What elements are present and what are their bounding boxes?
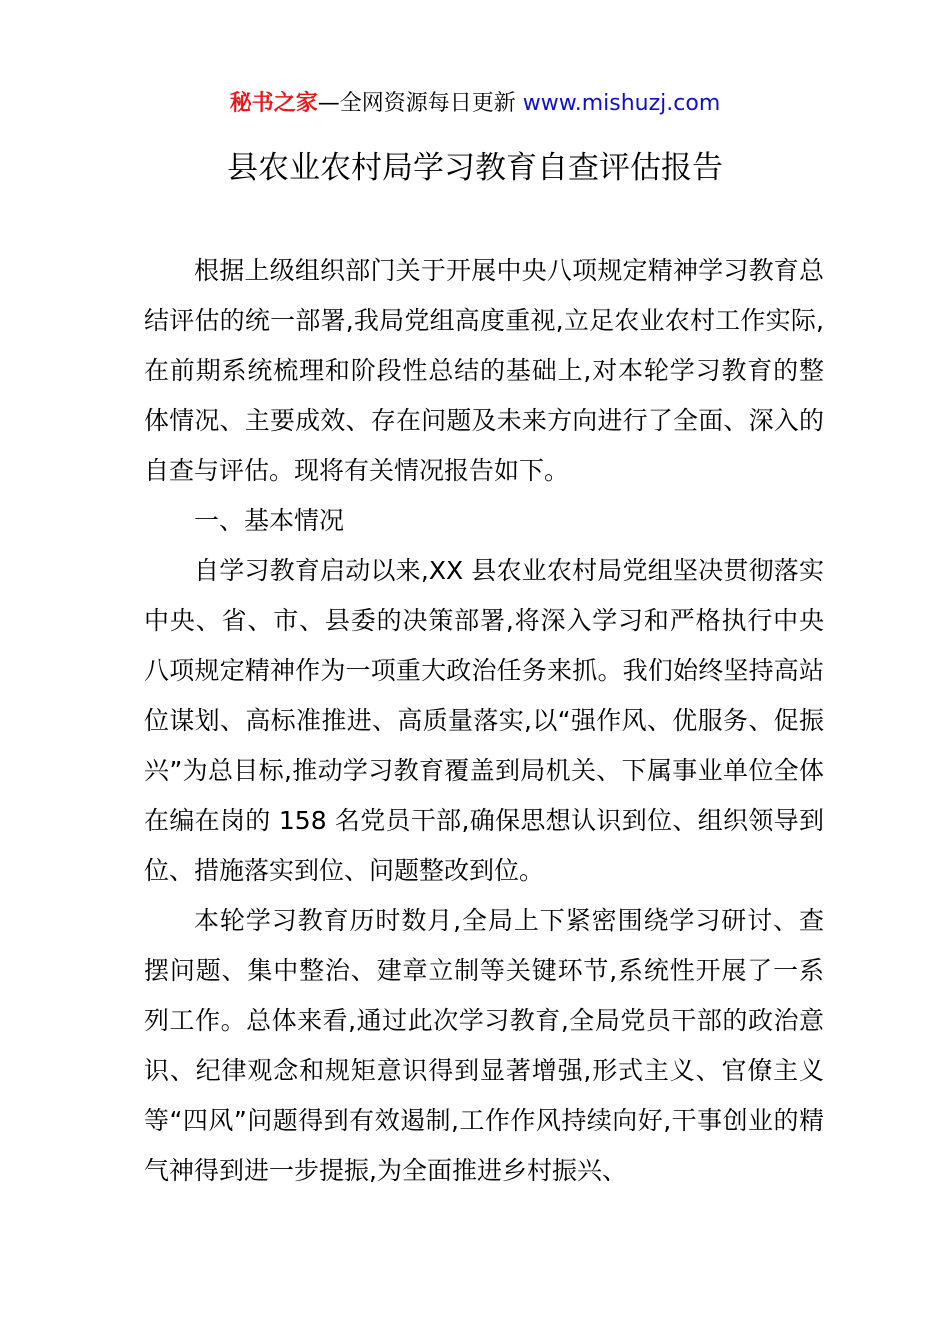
brand-name: 秘书之家 [229,91,318,116]
body-paragraph: 本轮学习教育历时数月,全局上下紧密围绕学习研讨、查摆问题、集中整治、建章立制等关键环节,系统性开展了一系列工作。总体来看,通过此次学习教育,全局党员干部的政治意识、纪律观念和规矩意识得到显著增强,形式主义、官僚主义等“四风”问题得到有效遏制,工作作风持续向好,干事创业的精气神得到进一步提振,为全面推进乡村振兴、 [144,906,824,1185]
body-paragraph: 自学习教育启动以来,XX 县农业农村局党组坚决贯彻落实中央、省、市、县委的决策部署,将深入学习和严格执行中央八项规定精神作为一项重大政治任务来抓。我们始终坚持高站位谋划、高标准推进、高质量落实,以“强作风、优服务、促振兴”为总目标,推动学习教育覆盖到局机关、下属事业单位全体在编在岗的 158 名党员干部,确保思想认识到位、组织领导到位、措施落实到位、问题整改到位。 [144,556,824,885]
header-tagline: —全网资源每日更新 [317,91,516,116]
source-header [0,88,950,120]
intro-paragraph: 根据上级组织部门关于开展中央八项规定精神学习教育总结评估的统一部署,我局党组高度重视,立足农业农村工作实际,在前期系统梳理和阶段性总结的基础上,对本轮学习教育的整体情况、主要成效、存在问题及未来方向进行了全面、深入的自查与评估。现将有关情况报告如下。 [144,256,824,485]
website-link[interactable]: www.mishuzj.com [522,91,721,116]
document-body [144,246,824,1196]
section-heading: 一、基本情况 [194,506,345,535]
document-title: 县农业农村局学习教育自查评估报告 [227,150,723,186]
